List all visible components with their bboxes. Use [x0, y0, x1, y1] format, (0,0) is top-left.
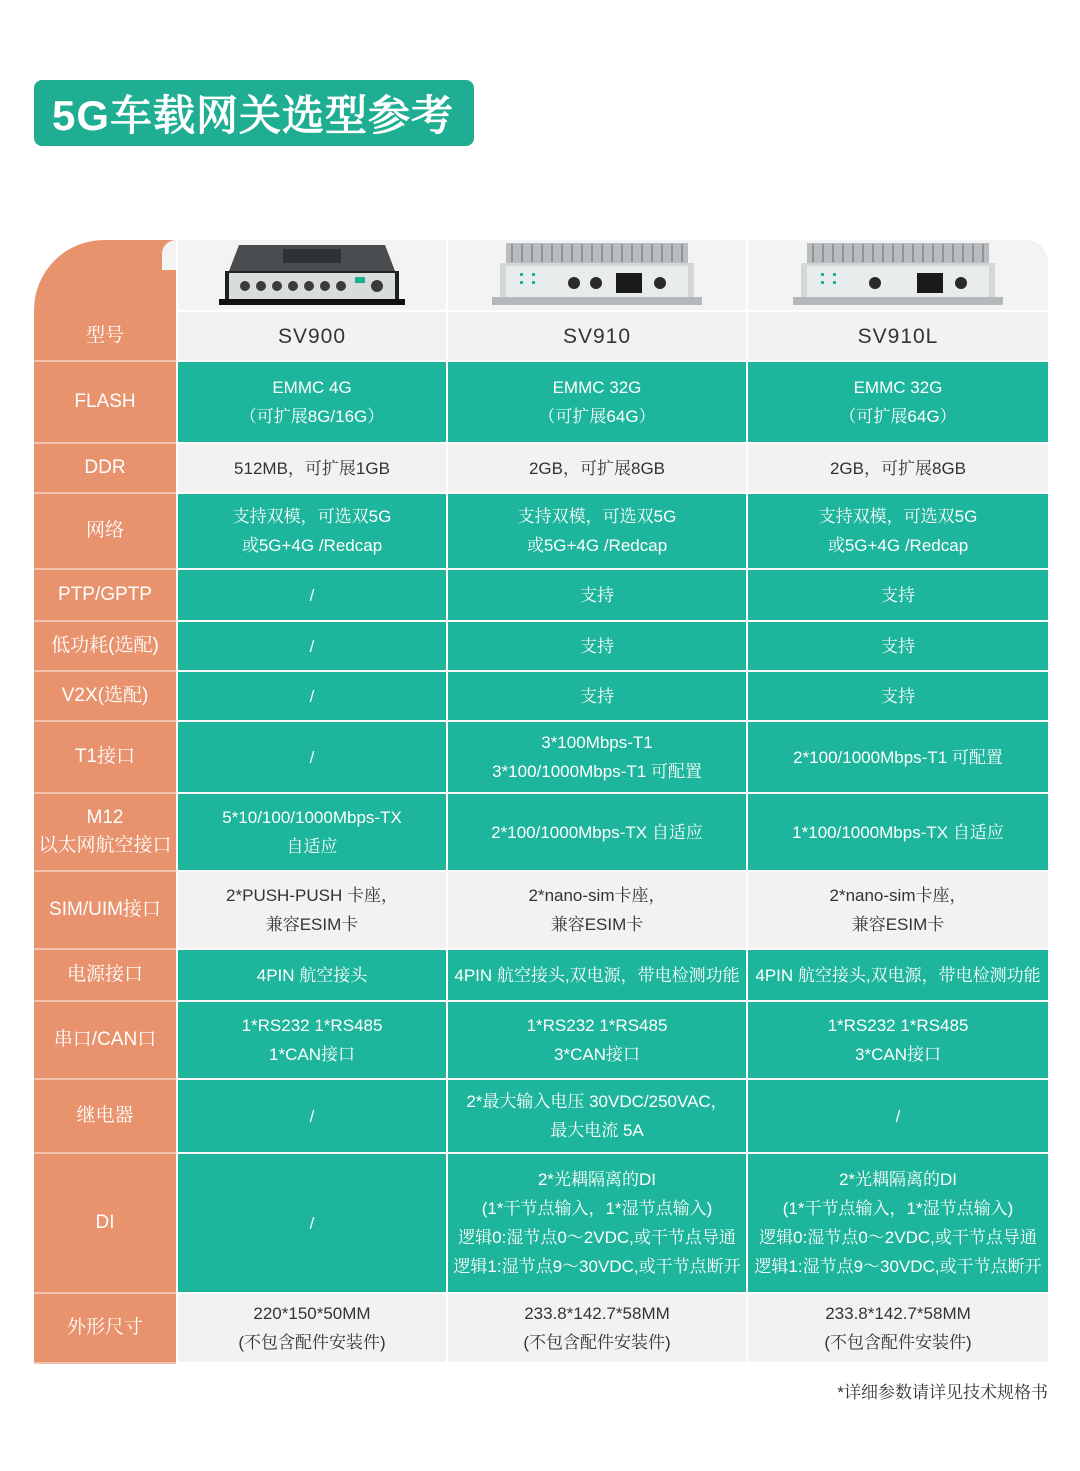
- spec-cell-line: 逻辑0:湿节点0～2VDC,或干节点导通: [458, 1228, 736, 1247]
- row-label-line: 外形尺寸: [66, 1317, 143, 1338]
- spec-cell-line: 4PIN 航空接头: [256, 965, 368, 985]
- spec-cell-line: 1*100/1000Mbps-TX 自适应: [792, 822, 1004, 842]
- spec-cell-line: 4PIN 航空接头,双电源，带电检测功能: [755, 965, 1041, 985]
- model-sv910l: SV910L: [746, 312, 1048, 362]
- spec-cell-line: 2*最大输入电压 30VDC/250VAC，: [466, 1092, 728, 1111]
- spec-cell-line: 逻辑0:湿节点0～2VDC,或干节点导通: [759, 1228, 1037, 1247]
- spec-cell-line: 2*光耦隔离的DI: [838, 1170, 958, 1189]
- row-label: [34, 1154, 176, 1294]
- spec-cell-line: 512MB，可扩展1GB: [234, 458, 390, 478]
- spec-cell-line: /: [309, 585, 315, 605]
- router-silver-icon: [793, 241, 1003, 309]
- row-label-line: 继电器: [76, 1105, 134, 1126]
- row-label: [34, 362, 176, 444]
- table-row: [34, 622, 1048, 672]
- spec-cell-line: (不包含配件安装件): [523, 1333, 671, 1352]
- table-row: [34, 872, 1048, 950]
- row-label: [34, 722, 176, 794]
- spec-cell: [746, 1002, 1048, 1080]
- model-sv900: SV900: [176, 312, 446, 362]
- spec-cell-line: 2*PUSH-PUSH 卡座，: [226, 886, 398, 905]
- table-row: [34, 494, 1048, 570]
- spec-cell: [176, 1154, 446, 1294]
- spec-cell-line: 支持: [580, 686, 614, 706]
- row-label: [34, 794, 176, 872]
- spec-cell-line: 2GB，可扩展8GB: [829, 458, 967, 478]
- model-row: [34, 312, 1048, 362]
- row-label: [34, 570, 176, 622]
- spec-cell: [746, 622, 1048, 672]
- row-label-line: T1接口: [74, 746, 136, 767]
- spec-cell-line: 1*RS232 1*RS485: [827, 1016, 969, 1035]
- spec-cell-line: 4PIN 航空接头,双电源，带电检测功能: [454, 965, 740, 985]
- table-row: [34, 570, 1048, 622]
- row-label: [34, 444, 176, 494]
- spec-cell-line: 或5G+4G /Redcap: [241, 536, 383, 555]
- row-label: [34, 494, 176, 570]
- spec-cell: [746, 1154, 1048, 1294]
- spec-cell-line: 支持: [881, 686, 915, 706]
- spec-cell-line: 兼容ESIM卡: [851, 915, 945, 934]
- spec-cell-line: 最大电流 5A: [550, 1121, 644, 1140]
- spec-cell-line: /: [309, 1106, 315, 1126]
- spec-cell-line: 2*光耦隔离的DI: [537, 1170, 657, 1189]
- page-title-badge: [34, 80, 474, 146]
- spec-cell-line: 3*CAN接口: [855, 1045, 941, 1064]
- spec-cell-line: （可扩展8G/16G）: [239, 407, 385, 426]
- spec-cell-line: 支持: [881, 585, 915, 605]
- spec-cell: [446, 794, 746, 872]
- spec-cell: [746, 794, 1048, 872]
- spec-cell: [176, 494, 446, 570]
- spec-cell: [446, 1154, 746, 1294]
- row-label: 型号: [34, 312, 176, 362]
- product-image-sv910: [446, 240, 746, 312]
- spec-cell-line: 1*RS232 1*RS485: [241, 1016, 383, 1035]
- row-label-line: M12: [86, 807, 124, 828]
- spec-cell: [746, 1080, 1048, 1154]
- spec-cell: [446, 722, 746, 794]
- table-row: [34, 1154, 1048, 1294]
- row-label-line: 网络: [85, 520, 124, 541]
- spec-cell: [746, 950, 1048, 1002]
- row-label-line: 低功耗(选配): [51, 635, 159, 656]
- spec-cell: [746, 494, 1048, 570]
- row-label-line: FLASH: [74, 391, 136, 412]
- spec-cell-line: 支持: [580, 636, 614, 656]
- row-label-line: 串口/CAN口: [53, 1029, 157, 1050]
- spec-cell: [176, 444, 446, 494]
- spec-cell: [446, 622, 746, 672]
- spec-cell: [446, 672, 746, 722]
- spec-cell: [446, 362, 746, 444]
- spec-cell-line: 自适应: [286, 837, 338, 856]
- spec-cell-line: 233.8*142.7*58MM: [524, 1304, 670, 1323]
- row-label-line: DI: [95, 1212, 115, 1233]
- spec-cell: [446, 1294, 746, 1364]
- spec-cell-line: 逻辑1:湿节点9～30VDC,或干节点断开: [453, 1257, 741, 1276]
- row-label-line: V2X(选配): [61, 685, 149, 706]
- row-label-line: 电源接口: [66, 964, 143, 985]
- spec-cell: [176, 872, 446, 950]
- spec-cell: [446, 872, 746, 950]
- row-label: [34, 672, 176, 722]
- row-label-line: DDR: [84, 457, 126, 478]
- spec-cell-line: (不包含配件安装件): [824, 1333, 972, 1352]
- row-label: [34, 1080, 176, 1154]
- router-black-icon: [217, 241, 407, 309]
- spec-cell-line: 2*nano-sim卡座，: [829, 886, 967, 905]
- product-image-sv900: [176, 240, 446, 312]
- spec-cell-line: 3*100Mbps-T1: [541, 733, 653, 752]
- spec-cell: [446, 950, 746, 1002]
- spec-cell: [176, 1002, 446, 1080]
- spec-cell: [746, 722, 1048, 794]
- table-row: [34, 794, 1048, 872]
- spec-cell-line: 支持双模，可选双5G: [232, 507, 392, 526]
- spec-cell: [746, 570, 1048, 622]
- spec-cell: [746, 1294, 1048, 1364]
- row-label-line: SIM/UIM接口: [49, 899, 161, 920]
- row-label: [34, 950, 176, 1002]
- spec-cell: [176, 570, 446, 622]
- row-label: [34, 872, 176, 950]
- row-label-line: 以太网航空接口: [38, 835, 172, 856]
- spec-cell-line: 支持双模，可选双5G: [818, 507, 978, 526]
- spec-cell-line: 支持: [580, 585, 614, 605]
- spec-cell-line: (不包含配件安装件): [238, 1333, 386, 1352]
- spec-cell-line: 5*10/100/1000Mbps-TX: [222, 808, 402, 827]
- row-label: [34, 1002, 176, 1080]
- table-row: [34, 444, 1048, 494]
- spec-cell-line: 2*100/1000Mbps-T1 可配置: [793, 747, 1003, 767]
- spec-cell-line: 2*nano-sim卡座，: [528, 886, 666, 905]
- model-sv910: SV910: [446, 312, 746, 362]
- spec-cell-line: 233.8*142.7*58MM: [825, 1304, 971, 1323]
- spec-cell: [176, 362, 446, 444]
- spec-cell-line: 逻辑1:湿节点9～30VDC,或干节点断开: [754, 1257, 1042, 1276]
- spec-cell-line: /: [309, 686, 315, 706]
- router-silver-icon: [492, 241, 702, 309]
- spec-cell: [176, 794, 446, 872]
- spec-cell-line: EMMC 32G: [552, 378, 642, 397]
- table-row: [34, 1294, 1048, 1364]
- spec-cell-line: 220*150*50MM: [253, 1304, 371, 1323]
- spec-cell: [176, 1294, 446, 1364]
- spec-cell-line: (1*干节点输入，1*湿节点输入): [481, 1199, 713, 1218]
- table-row: [34, 722, 1048, 794]
- spec-cell-line: 或5G+4G /Redcap: [526, 536, 668, 555]
- spec-cell-line: 2*100/1000Mbps-TX 自适应: [491, 822, 703, 842]
- spec-table: [34, 240, 1048, 1364]
- spec-cell-line: （可扩展64G）: [538, 407, 656, 426]
- row-label: [34, 1294, 176, 1364]
- spec-cell-line: 1*RS232 1*RS485: [526, 1016, 668, 1035]
- spec-cell-line: 兼容ESIM卡: [550, 915, 644, 934]
- spec-cell-line: 3*CAN接口: [554, 1045, 640, 1064]
- table-row: [34, 1002, 1048, 1080]
- spec-cell: [446, 1080, 746, 1154]
- spec-cell: [176, 722, 446, 794]
- spec-cell-line: 3*100/1000Mbps-T1 可配置: [492, 762, 702, 781]
- spec-cell-line: /: [309, 1213, 315, 1233]
- spec-cell-line: 或5G+4G /Redcap: [827, 536, 969, 555]
- spec-cell-line: /: [309, 747, 315, 767]
- table-row: [34, 672, 1048, 722]
- row-label: [34, 622, 176, 672]
- spec-cell-line: （可扩展64G）: [839, 407, 957, 426]
- spec-cell: [746, 872, 1048, 950]
- spec-cell-line: 支持双模，可选双5G: [517, 507, 677, 526]
- spec-cell-line: 1*CAN接口: [269, 1045, 355, 1064]
- spec-cell-line: /: [309, 636, 315, 656]
- spec-cell-line: (1*干节点输入，1*湿节点输入): [782, 1199, 1014, 1218]
- spec-cell: [746, 444, 1048, 494]
- table-corner: [34, 240, 176, 312]
- spec-cell-line: EMMC 4G: [272, 378, 352, 397]
- spec-cell-line: EMMC 32G: [853, 378, 943, 397]
- table-row: [34, 950, 1048, 1002]
- spec-cell-line: 2GB，可扩展8GB: [528, 458, 666, 478]
- spec-cell: [176, 950, 446, 1002]
- spec-cell: [446, 444, 746, 494]
- spec-cell: [176, 622, 446, 672]
- product-image-sv910l: [746, 240, 1048, 312]
- table-row: [34, 1080, 1048, 1154]
- spec-cell-line: /: [895, 1106, 901, 1126]
- spec-cell: [176, 1080, 446, 1154]
- spec-cell: [446, 494, 746, 570]
- spec-cell: [446, 570, 746, 622]
- product-image-row: [34, 240, 1048, 312]
- spec-cell: [176, 672, 446, 722]
- spec-cell: [746, 362, 1048, 444]
- row-label-line: PTP/GPTP: [58, 584, 152, 605]
- spec-cell-line: 兼容ESIM卡: [265, 915, 359, 934]
- spec-cell: [446, 1002, 746, 1080]
- page-title: 5G车载网关选型参考: [52, 92, 455, 139]
- spec-cell-line: 支持: [881, 636, 915, 656]
- footnote: *详细参数请详见技术规格书: [837, 1383, 1048, 1402]
- table-row: [34, 362, 1048, 444]
- spec-cell: [746, 672, 1048, 722]
